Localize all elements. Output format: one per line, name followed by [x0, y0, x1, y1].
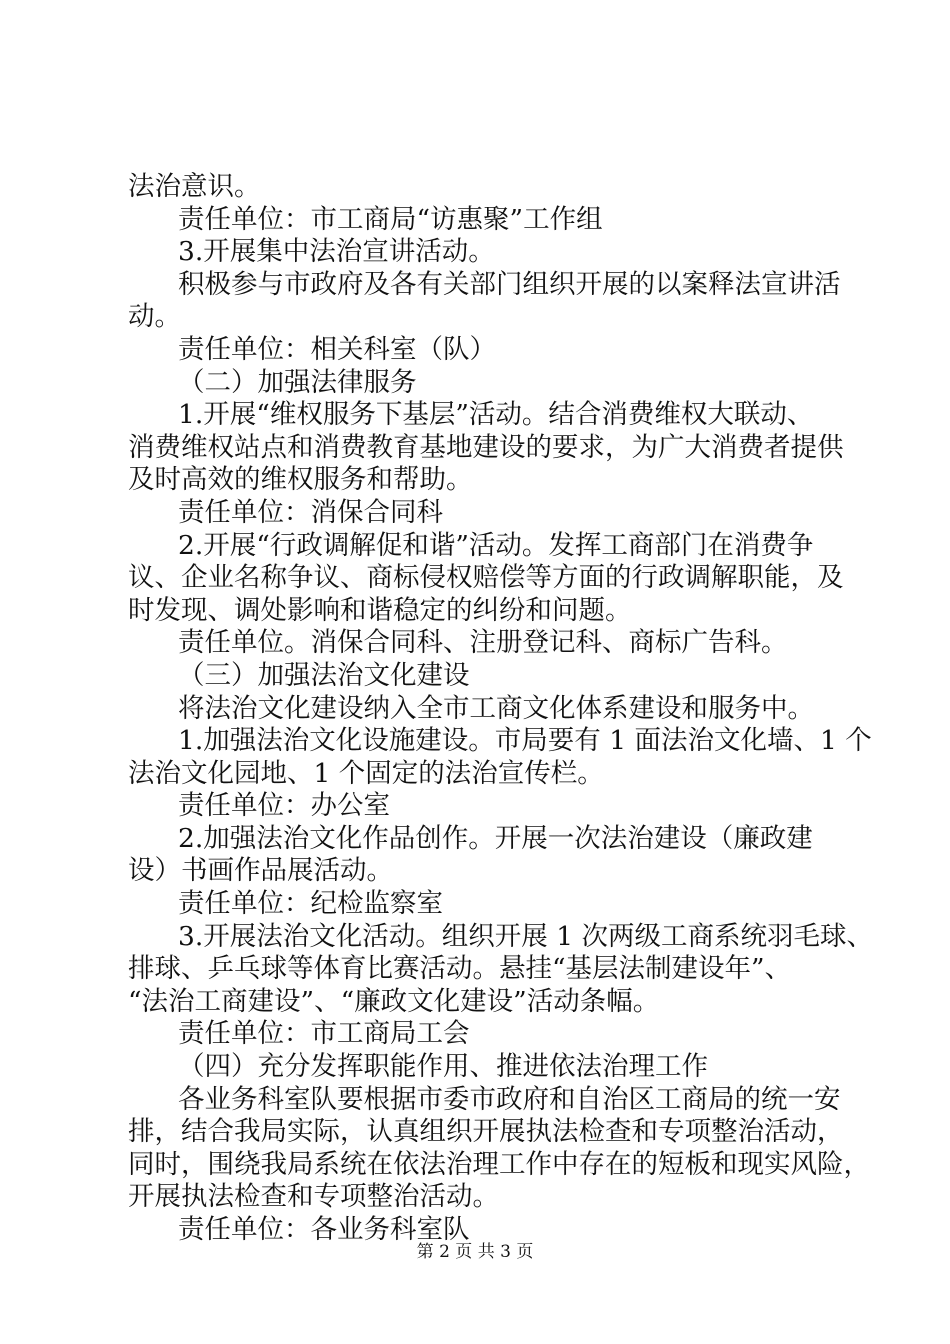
text-line: 责任单位：相关科室（队）	[178, 333, 496, 365]
text-line: 责任单位：纪检监察室	[178, 888, 443, 920]
text-line: 3.开展集中法治宣讲活动。	[178, 236, 495, 268]
text-line: 1.开展“维权服务下基层”活动。结合消费维权大联动、	[178, 399, 814, 431]
text-line: 时发现、调处影响和谐稳定的纠纷和问题。	[128, 594, 632, 626]
text-line: （三）加强法治文化建设	[178, 659, 470, 691]
text-line: 积极参与市政府及各有关部门组织开展的以案释法宣讲活	[178, 268, 841, 300]
text-line: （四）充分发挥职能作用、推进依法治理工作	[178, 1051, 708, 1083]
text-line: 3.开展法治文化活动。组织开展 1 次两级工商系统羽毛球、	[178, 920, 873, 952]
text-line: 责任单位：各业务科室队	[178, 1214, 470, 1245]
text-line: 动。	[128, 301, 181, 333]
text-line: 消费维权站点和消费教育基地建设的要求，为广大消费者提供	[128, 431, 844, 463]
text-line: 开展执法检查和专项整治活动。	[128, 1181, 499, 1213]
text-line: 法治意识。	[128, 171, 261, 202]
text-line: 设）书画作品展活动。	[128, 855, 393, 887]
page-footer: 第 2 页 共 3 页	[416, 1242, 534, 1262]
text-line: 2.开展“行政调解促和谐”活动。发挥工商部门在消费争	[178, 529, 814, 561]
text-line: 同时，围绕我局系统在依法治理工作中存在的短板和现实风险，	[128, 1148, 870, 1180]
text-line: 将法治文化建设纳入全市工商文化体系建设和服务中。	[178, 692, 814, 724]
text-line: 各业务科室队要根据市委市政府和自治区工商局的统一安	[178, 1083, 841, 1115]
text-line: 议、企业名称争议、商标侵权赔偿等方面的行政调解职能，及	[128, 562, 844, 594]
text-line: 责任单位：市工商局工会	[178, 1018, 470, 1050]
document-body	[128, 171, 873, 1247]
text-line: 责任单位。消保合同科、注册登记科、商标广告科。	[178, 627, 788, 659]
text-line: “法治工商建设”、“廉政文化建设”活动条幅。	[128, 985, 660, 1017]
text-line: 及时高效的维权服务和帮助。	[128, 464, 473, 496]
text-line: 排，结合我局实际，认真组织开展执法检查和专项整治活动，	[128, 1116, 844, 1148]
text-line: 责任单位：市工商局“访惠聚”工作组	[178, 203, 603, 235]
text-line: 1.加强法治文化设施建设。市局要有 1 面法治文化墙、1 个	[178, 725, 872, 757]
text-line: 责任单位：消保合同科	[178, 496, 443, 528]
text-line: 2.加强法治文化作品创作。开展一次法治建设（廉政建	[178, 822, 813, 854]
text-line: （二）加强法律服务	[178, 366, 417, 398]
text-line: 排球、乒乓球等体育比赛活动。悬挂“基层法制建设年”、	[128, 953, 792, 985]
text-line: 法治文化园地、1 个固定的法治宣传栏。	[128, 757, 604, 789]
text-line: 责任单位：办公室	[178, 790, 390, 822]
